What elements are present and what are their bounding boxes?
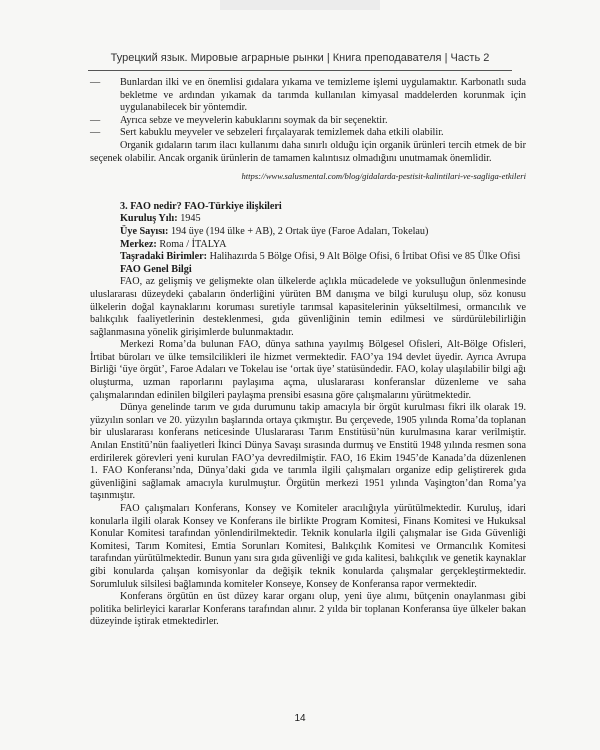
bullet-dash: — — [90, 77, 101, 88]
body-paragraph: Merkezi Roma’da bulunan FAO, dünya sathına yayılmış Bölgesel Ofisleri, Alt-Bölge Ofisleri, İrtibat büroları ve ülke temsilcilikleri ile hizmet vermektedir. FAO’ya 194 devlet üyedir. Ayrıca Avrupa Birliği ‘üye örgüt’, Faroe Adaları ve Tokelau ise ‘ortak üye’ statüsündedir. FAO, kolay ulaşılabilir bilgi ağı oluşturma, uzman raporlarını paylaşıma açma, uluslararası konferanslar düzenleme ve saha çalışmalarından edinilen bilgileri paylaşma prensibi esasına göre çalışmalarını yürütmektedir. — [90, 339, 526, 401]
hq-value: Roma / İTALYA — [156, 238, 227, 250]
bullet-item — [90, 127, 526, 140]
organic-paragraph: Organik gıdaların tarım ilacı kullanımı daha sınırlı olduğu için organik ürünleri tercih etmek de bir seçenek olabilir. Ancak organik ürünlerin de tamamen kalıntısız olmadığını unutmamak önemlidir. — [90, 139, 526, 164]
subsection-title: FAO Genel Bilgi — [120, 263, 192, 275]
source-url: https://www.salusmental.com/blog/gidalarda-pestisit-kalintilari-ve-sagliga-etkileri — [241, 171, 526, 182]
founded-row — [90, 213, 526, 226]
body-paragraph: Konferans örgütün en üst düzey karar organı olup, yeni üye alımı, bütçenin onaylanması gibi politika belirleyici kararlar Konferans tarafından alınır. 2 yılda bir toplanan Konferansa üye ülkeler bakan düzeyinde iştirak etmektedirler. — [90, 591, 526, 628]
body-paragraph: FAO, az gelişmiş ve gelişmekte olan ülkelerde açlıkla mücadelede ve yoksulluğun önlenmesinde uluslararası düzeydeki çabaların önderliğini yürüten BM danışma ve bilgi kuruluşu olup, söz konusu ülkelerin doğal kaynaklarını koruması suretiyle tarımsal kapasitelerinin yükseltilmesi, ormancılık ve balıkçılık faaliyetlerinin desteklenmesi, gıda güvenliğinin temin edilmesi ve sürdürülebilirliğin sağlanmasına yönelik girişimlerde bulunmaktadır. — [90, 276, 526, 338]
members-label: Üye Sayısı: — [120, 225, 169, 237]
page-number: 14 — [294, 713, 306, 724]
hq-label: Merkez: — [120, 238, 157, 250]
bullet-text: Ayrıca sebze ve meyvelerin kabuklarını soymak da bir seçenektir. — [120, 114, 388, 126]
header-rule — [88, 70, 512, 71]
bullet-dash: — — [90, 114, 101, 126]
members-value: 194 üye (194 ülke + AB), 2 Ortak üye (Faroe Adaları, Tokelau) — [168, 225, 429, 237]
body-paragraph: FAO çalışmaları Konferans, Konsey ve Komiteler aracılığıyla yürütülmektedir. Kuruluş, idari konularla ilgili olarak Konsey ve Konferans ile birlikte Program Komitesi, Finans Komitesi ve Hukuksal Konular Komitesi tarafından yönlendirilmektedir. Teknik konularla ilgili çalışmalar ise Gıda Güvenliği Komitesi, Tarım Komitesi, Emtia Sorunları Komitesi, Balıkçılık Komitesi ve Ormancılık Komitesi tarafından yürütülmektedir. Bunun yanı sıra gıda güvenliği ve gıda kalitesi, balıkçılık ve genetik kaynaklar gibi konularda çalışan komisyonlar da değişik teknik konularda çalışmalar gerçekleştirmektedir. Sorumluluk silsilesi bağlamında komiteler Konseye, Konsey de Konferansa rapor vermektedir. — [90, 503, 526, 590]
page-content — [90, 77, 526, 629]
members-row — [90, 226, 526, 239]
body-paragraph: Dünya genelinde tarım ve gıda durumunu takip amacıyla bir örgüt kurulması fikri ilk olarak 19. yüzyılın sonları ve 20. yüzyılın başlarında ortaya çıkmıştır. Bu çerçevede, 1905 yılında Roma’da toplanan bir uluslararası konferans neticesinde Uluslararası Tarım Enstitüsü’nün kurulmasına karar verilmiştir. Anılan Enstitü’nün faaliyetleri İkinci Dünya Savaşı sırasında durmuş ve Enstitü 1948 yılında resmen sona erdirilerek görevleri yeni kurulan FAO’ya devredilmiştir. FAO, 16 Ekim 1945’de Kanada’da düzenlenen 1. FAO Konferansı’nda, Dünya’daki gıda ve tarımla ilgili çalışmaları organize edip geliştirerek gıda güvenliğini sağlamak amacıyla kurulmuştur. Örgütün merkezi 1951 yılında Vaşington’dan Roma’ya taşınmıştır. — [90, 402, 526, 502]
founded-label: Kuruluş Yılı: — [120, 213, 178, 225]
section-title: 3. FAO nedir? FAO-Türkiye ilişkileri — [120, 200, 282, 212]
hq-row — [90, 239, 526, 252]
bullet-item — [90, 115, 526, 128]
field-units-value: Halihazırda 5 Bölge Ofisi, 9 Alt Bölge Ofisi, 6 İrtibat Ofisi ve 85 Ülke Ofisi — [207, 251, 521, 263]
field-units-row — [90, 251, 526, 264]
bullet-dash: — — [90, 127, 101, 139]
field-units-label: Taşradaki Birimler: — [120, 251, 208, 263]
bullet-text: Bunlardan ilki ve en önemlisi gıdalara yıkama ve temizleme işlemi uygulamaktır. Karbonatlı suda bekletme ve ardından yıkamak da tarımda kullanılan kimyasal maddelerden korunmak için uygulanabilecek bir yöntemdir. — [120, 77, 526, 114]
bullet-item — [90, 77, 526, 115]
bullet-text: Sert kabuklu meyveler ve sebzeleri fırçalayarak temizlemek daha etkili olabilir. — [120, 127, 444, 139]
running-header: Турецкий язык. Мировые аграрные рынки | Книга преподавателя | Часть 2 — [110, 52, 490, 64]
founded-value: 1945 — [177, 213, 201, 225]
scan-edge — [220, 0, 380, 10]
